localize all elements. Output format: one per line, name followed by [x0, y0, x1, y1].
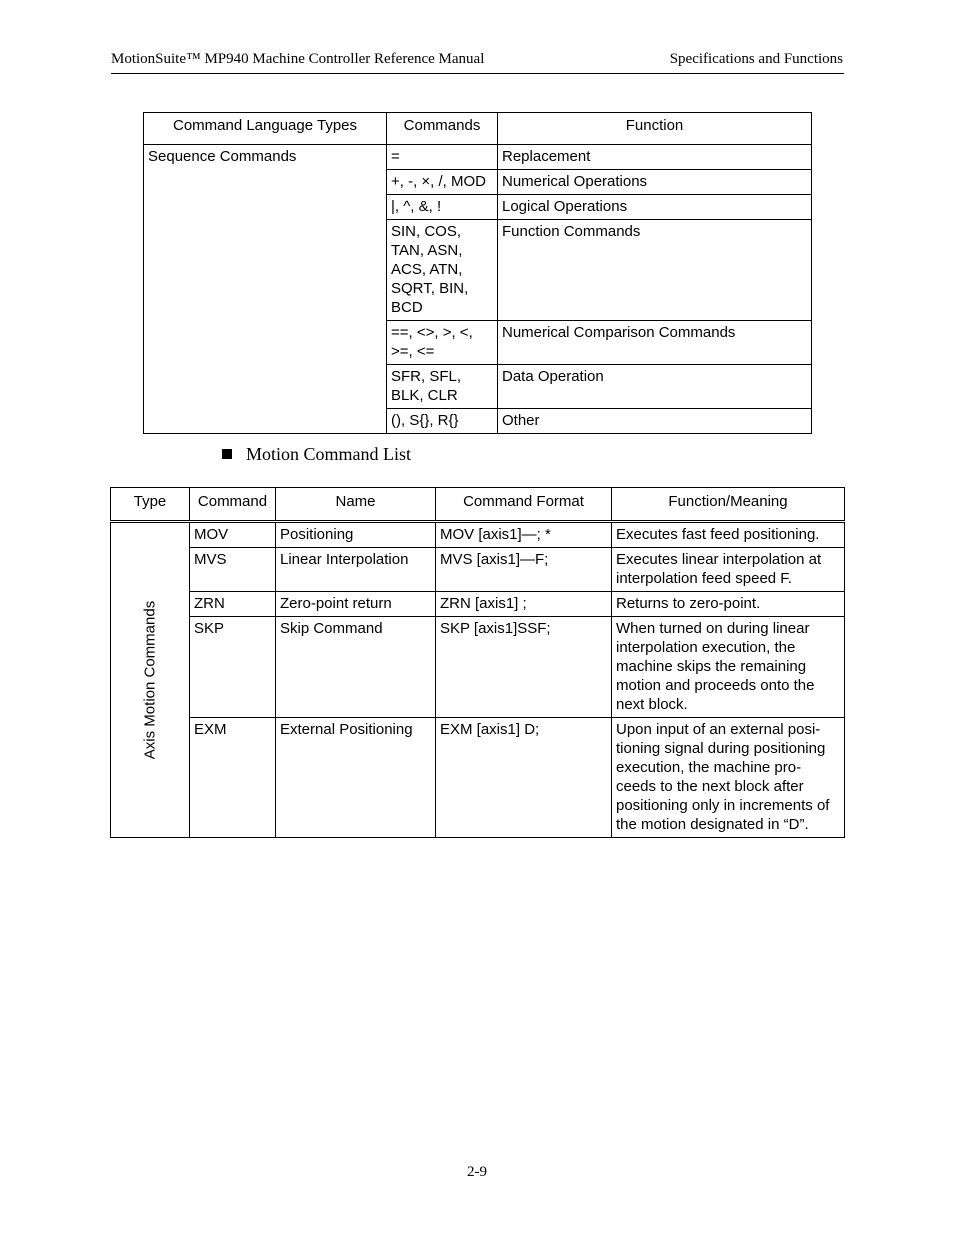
commands-cell: SIN, COS, TAN, ASN, ACS, ATN, SQRT, BIN, BCD — [387, 220, 498, 321]
format-cell: EXM [axis1] D; — [436, 718, 612, 838]
table-row — [111, 617, 845, 718]
format-cell: ZRN [axis1] ; — [436, 592, 612, 617]
table-header-row — [111, 488, 845, 522]
function-cell: Data Operation — [498, 365, 812, 409]
commands-cell: = — [387, 145, 498, 170]
page-header — [111, 51, 844, 74]
type-label: Axis Motion Commands — [141, 600, 159, 760]
page-number: 2-9 — [467, 1164, 487, 1180]
meaning-cell: Upon input of an external posi-tioning signal during positioning execution, the machine pro-ceeds to the next block after positioning only in increments of the motion designated in “D”. — [612, 718, 845, 838]
function-cell: Numerical Comparison Commands — [498, 321, 812, 365]
table-header-row — [144, 113, 812, 145]
function-cell: Replacement — [498, 145, 812, 170]
name-cell: Zero-point return — [276, 592, 436, 617]
name-cell: Positioning — [276, 522, 436, 548]
column-header: Type — [111, 488, 190, 522]
commands-cell: ==, <>, >, <, >=, <= — [387, 321, 498, 365]
format-cell: MVS [axis1]—F; — [436, 548, 612, 592]
table-row — [111, 718, 845, 838]
command-cell: SKP — [190, 617, 276, 718]
table-row — [111, 522, 845, 548]
function-cell: Other — [498, 409, 812, 434]
bullet-square-icon — [222, 449, 232, 459]
name-cell: Linear Interpolation — [276, 548, 436, 592]
table-row — [111, 548, 845, 592]
column-header: Command — [190, 488, 276, 522]
section-title-text: Motion Command List — [246, 444, 412, 464]
name-cell: Skip Command — [276, 617, 436, 718]
table-row — [144, 145, 812, 170]
commands-cell: SFR, SFL, BLK, CLR — [387, 365, 498, 409]
column-header: Function — [498, 113, 812, 145]
column-header: Commands — [387, 113, 498, 145]
meaning-cell: Returns to zero-point. — [612, 592, 845, 617]
function-cell: Logical Operations — [498, 195, 812, 220]
command-cell: ZRN — [190, 592, 276, 617]
type-cell — [111, 522, 190, 838]
command-type-cell: Sequence Commands — [144, 145, 387, 434]
manual-title: MotionSuite™ MP940 Machine Controller Reference Manual — [111, 51, 485, 67]
commands-cell: |, ^, &, ! — [387, 195, 498, 220]
function-cell: Function Commands — [498, 220, 812, 321]
chapter-title: Specifications and Functions — [669, 51, 843, 67]
format-cell: SKP [axis1]SSF; — [436, 617, 612, 718]
section-title — [222, 444, 411, 465]
command-cell: MOV — [190, 522, 276, 548]
commands-cell: +, -, ×, /, MOD — [387, 170, 498, 195]
column-header: Command Format — [436, 488, 612, 522]
function-cell: Numerical Operations — [498, 170, 812, 195]
name-cell: External Positioning — [276, 718, 436, 838]
motion-command-table — [110, 487, 845, 838]
column-header: Name — [276, 488, 436, 522]
meaning-cell: When turned on during linear interpolation execution, the machine skips the remaining motion and proceeds onto the next block. — [612, 617, 845, 718]
column-header: Function/Meaning — [612, 488, 845, 522]
column-header: Command Language Types — [144, 113, 387, 145]
sequence-commands-table — [143, 112, 812, 434]
table-row — [111, 592, 845, 617]
meaning-cell: Executes linear interpolation at interpolation feed speed F. — [612, 548, 845, 592]
meaning-cell: Executes fast feed positioning. — [612, 522, 845, 548]
commands-cell: (), S{}, R{} — [387, 409, 498, 434]
command-cell: EXM — [190, 718, 276, 838]
command-cell: MVS — [190, 548, 276, 592]
format-cell: MOV [axis1]—; * — [436, 522, 612, 548]
